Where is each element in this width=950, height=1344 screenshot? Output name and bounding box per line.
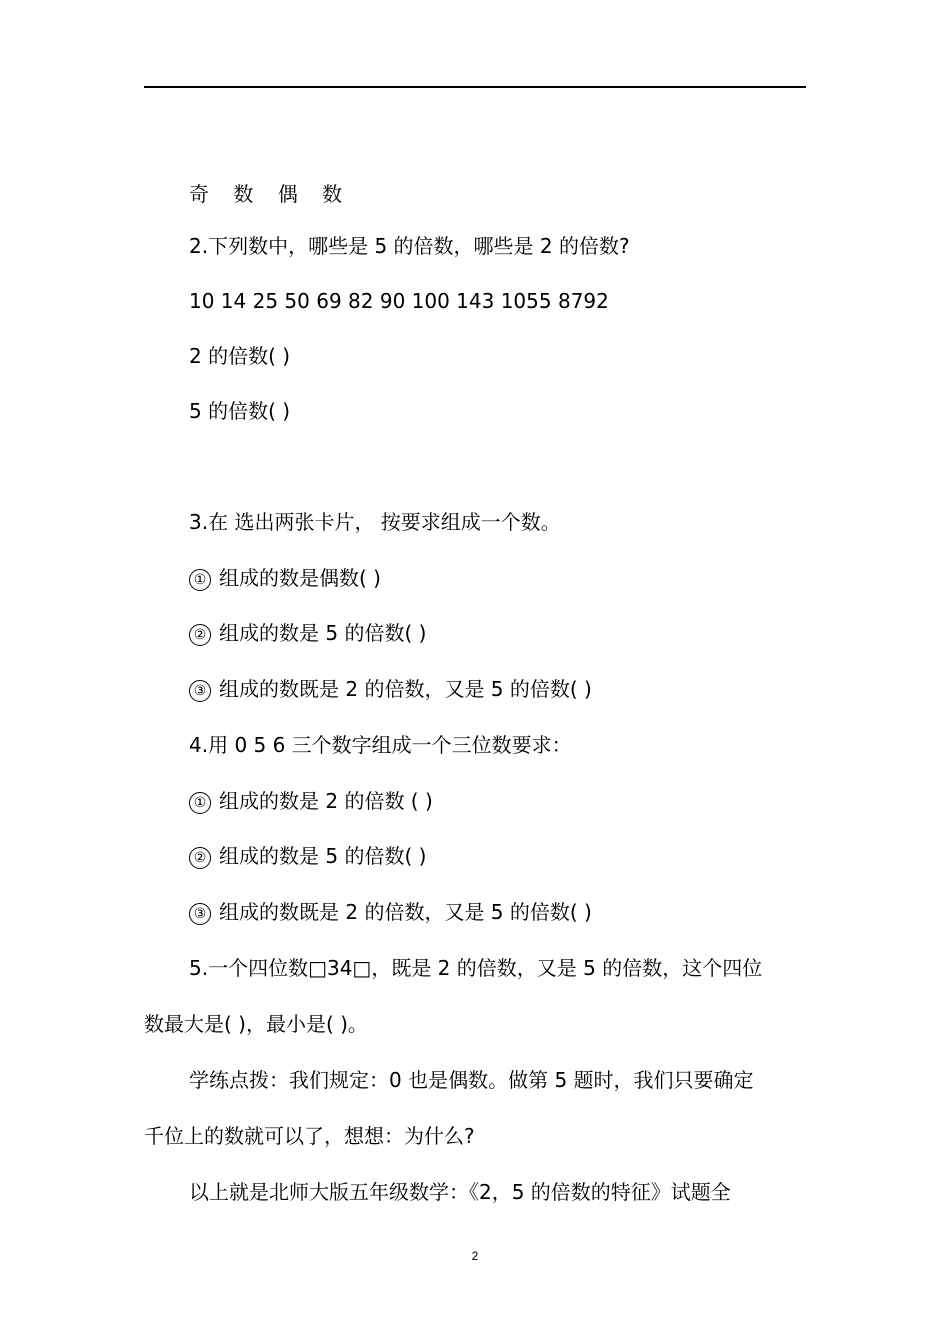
tip-paragraph-continued: 千位上的数就可以了，想想：为什么? bbox=[144, 1124, 475, 1148]
list-item bbox=[189, 564, 381, 592]
list-item bbox=[189, 898, 592, 926]
answer-line: 5 的倍数( ) bbox=[189, 399, 291, 423]
circled-number-marker: ③ bbox=[189, 903, 211, 925]
circled-number-marker: ① bbox=[189, 792, 211, 814]
list-item-text: 组成的数是 2 的倍数 ( ) bbox=[219, 789, 433, 813]
question-3: 3.在 选出两张卡片， 按要求组成一个数。 bbox=[189, 510, 561, 534]
list-item-text: 组成的数既是 2 的倍数，又是 5 的倍数( ) bbox=[219, 900, 592, 924]
question-2: 2.下列数中，哪些是 5 的倍数，哪些是 2 的倍数? bbox=[189, 234, 630, 258]
list-item-text: 组成的数既是 2 的倍数，又是 5 的倍数( ) bbox=[219, 677, 592, 701]
circled-number-marker: ① bbox=[189, 569, 211, 591]
page-number: 2 bbox=[471, 1249, 479, 1263]
list-item-text: 组成的数是 5 的倍数( ) bbox=[219, 621, 427, 645]
circled-number-marker: ② bbox=[189, 847, 211, 869]
answer-line: 2 的倍数( ) bbox=[189, 344, 291, 368]
closing-paragraph: 以上就是北师大版五年级数学：《2，5 的倍数的特征》试题全 bbox=[189, 1180, 731, 1204]
tip-paragraph: 学练点拨：我们规定：0 也是偶数。做第 5 题时，我们只要确定 bbox=[189, 1068, 754, 1092]
list-item bbox=[189, 675, 592, 703]
list-item-text: 组成的数是 5 的倍数( ) bbox=[219, 844, 427, 868]
question-5: 5.一个四位数□34□，既是 2 的倍数，又是 5 的倍数，这个四位 bbox=[189, 956, 763, 980]
text-line: 奇 数 偶 数 bbox=[189, 182, 352, 206]
header-rule bbox=[144, 86, 806, 88]
circled-number-marker: ② bbox=[189, 624, 211, 646]
question-5-continued: 数最大是( )，最小是( )。 bbox=[144, 1012, 368, 1036]
circled-number-marker: ③ bbox=[189, 680, 211, 702]
list-item bbox=[189, 787, 433, 815]
list-item bbox=[189, 619, 426, 647]
list-item-text: 组成的数是偶数( ) bbox=[219, 566, 381, 590]
question-4: 4.用 0 5 6 三个数字组成一个三位数要求： bbox=[189, 733, 572, 757]
list-item bbox=[189, 842, 426, 870]
number-list: 10 14 25 50 69 82 90 100 143 1055 8792 bbox=[189, 289, 609, 313]
